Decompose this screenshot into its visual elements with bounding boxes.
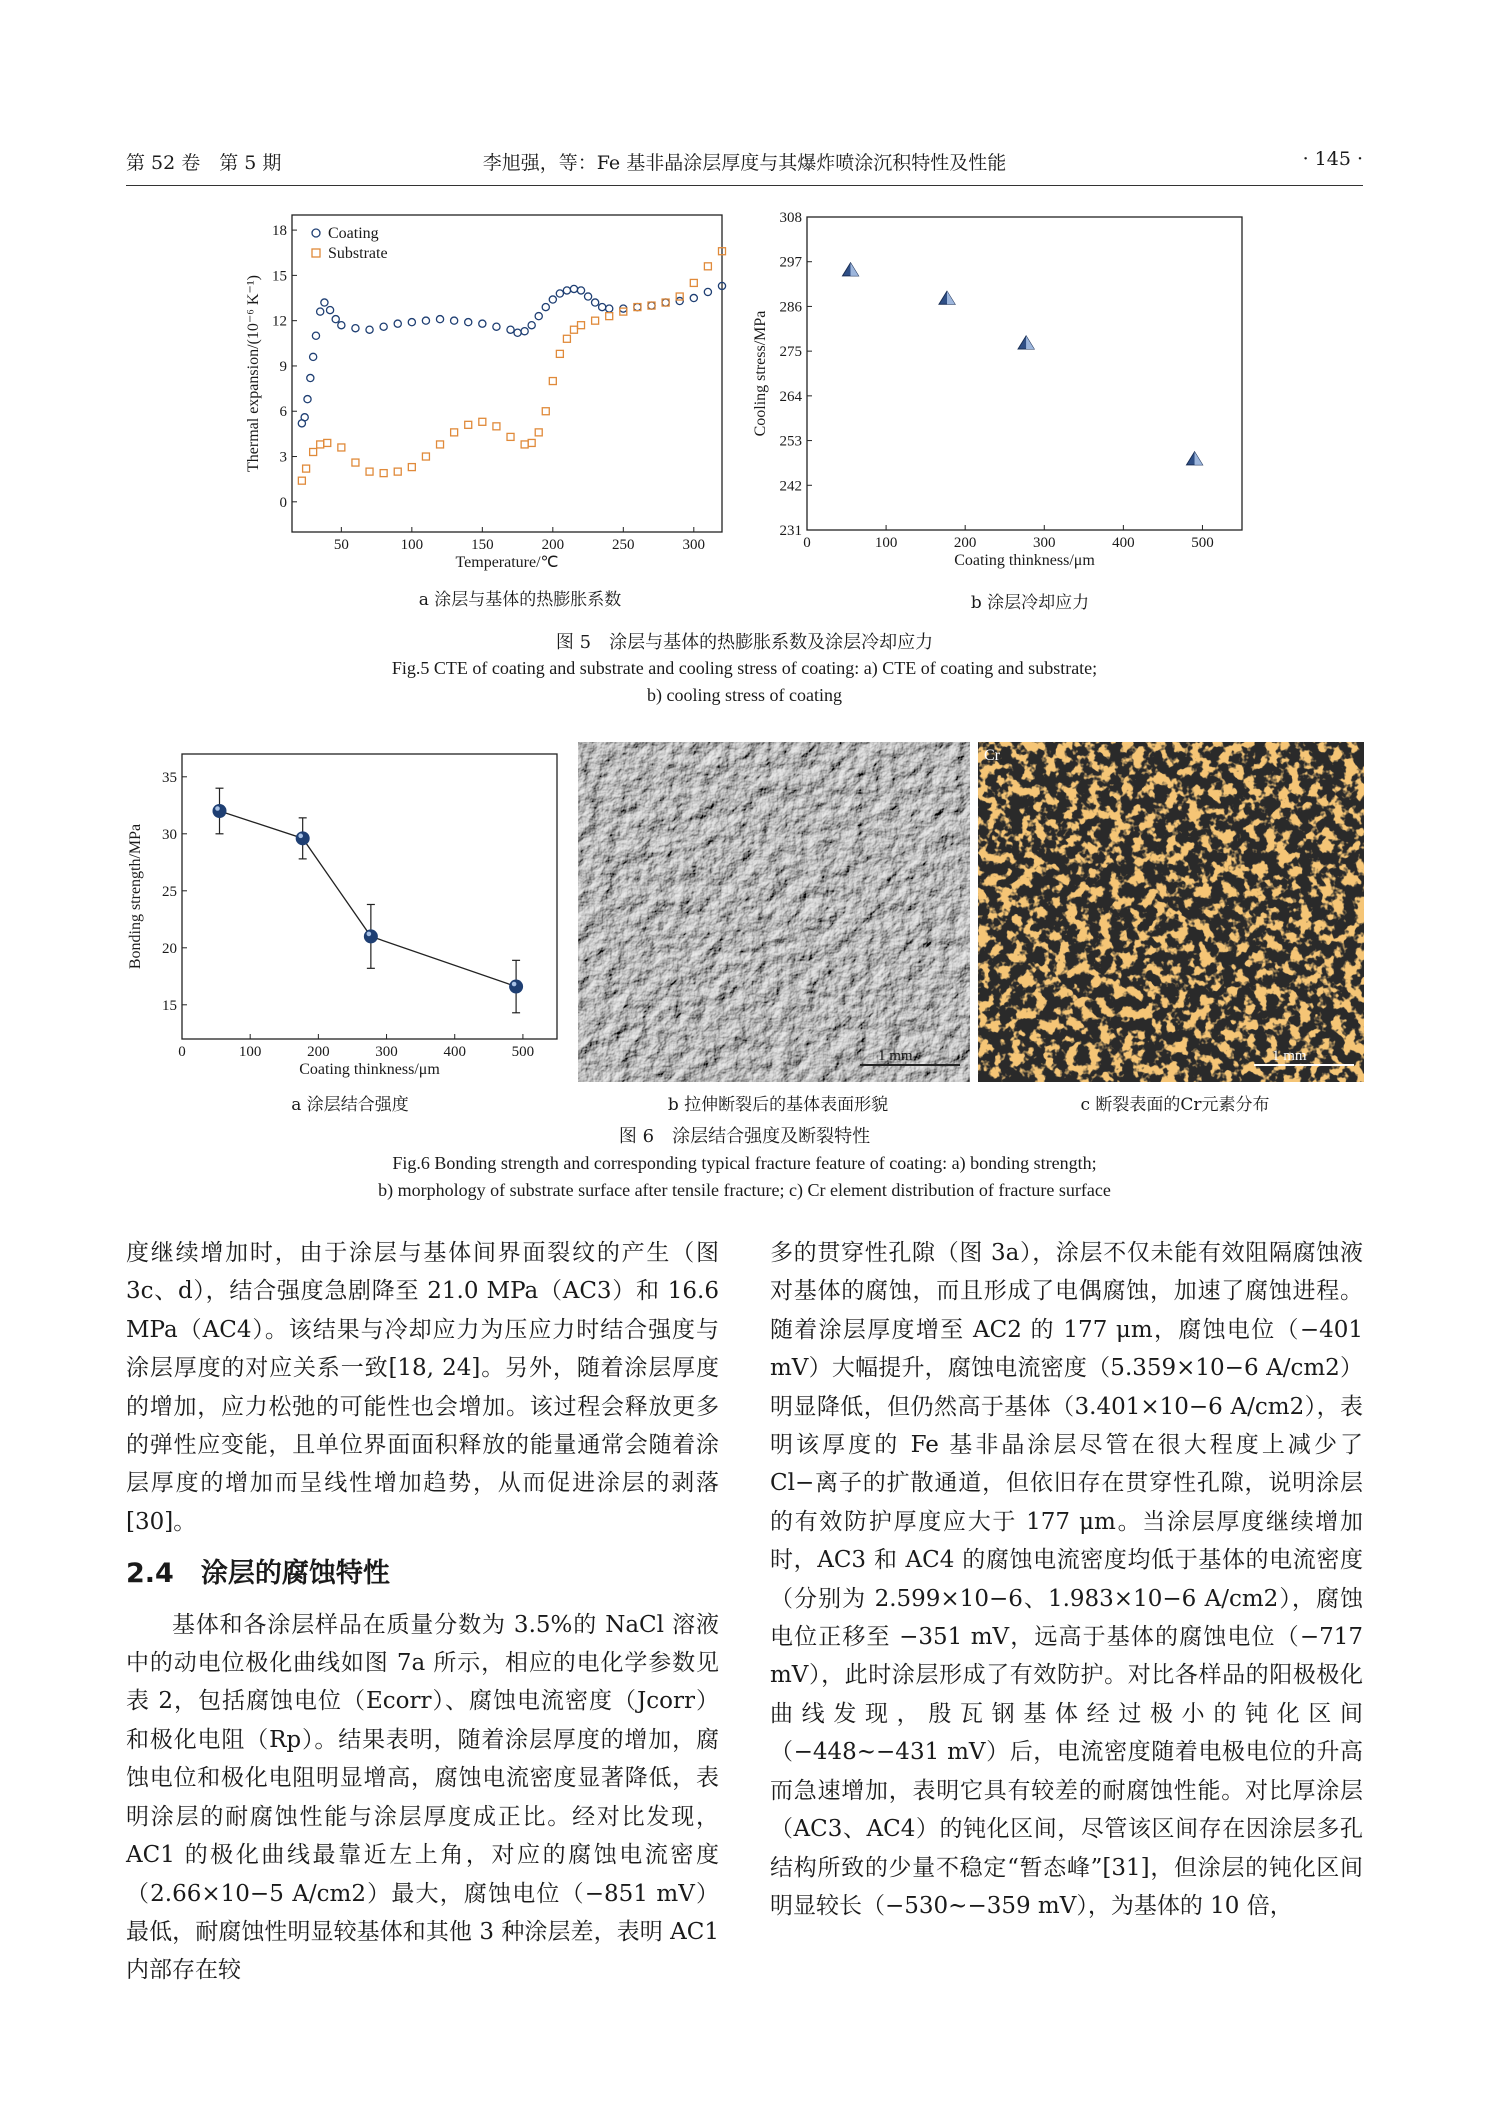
x-tick-label: 200 [307,1044,330,1060]
substrate-data-point [535,429,542,436]
plot-frame [292,215,722,532]
coating-data-point [704,288,711,295]
substrate-data-point [542,408,549,415]
coating-data-point [332,316,339,323]
coating-data-point [321,299,328,306]
substrate-data-point [338,444,345,451]
cooling-stress-point-highlight [947,291,955,304]
coating-data-point [408,319,415,326]
x-tick-label: 200 [953,535,977,551]
y-tick-label: 20 [162,940,177,957]
substrate-data-point [549,378,556,385]
y-axis-label: Cooling stress/MPa [752,310,769,437]
y-tick-label: 15 [162,997,177,1014]
legend-marker-coating [312,229,320,237]
substrate-data-point [303,465,310,472]
substrate-data-point [465,421,472,428]
figure-5-caption-en-2: b) cooling stress of coating [647,685,842,705]
figure-6a-caption: a 涂层结合强度 [291,1095,409,1115]
figure-5a-thermal-expansion-chart [240,205,740,585]
element-label-cr: Cr [984,747,1000,764]
right-paragraph-1: 多的贯穿性孔隙（图 3a），涂层不仅未能有效阻隔腐蚀液对基体的腐蚀，而且形成了电偶腐蚀，加速了腐蚀进程。随着涂层厚度增至 AC2 的 177 μm，腐蚀电位（−401 mV）大幅提升，腐蚀电流密度（5.359×10−6 A/cm2）明显降低，但仍然高于基体（3.401×10−6 A/cm2），表明该厚度的 Fe 基非晶涂层尽管在很大程度上减少了 Cl−离子的扩散通道，但依旧存在贯穿性孔隙，说明涂层的有效防护厚度应大于 177 μm。当涂层厚度继续增加时，AC3 和 AC4 的腐蚀电流密度均低于基体的电流密度（分别为 2.599×10−6、1.983×10−6 A/cm2），腐蚀电位正移至 −351 mV，远高于基体的腐蚀电位（−717 mV），此时涂层形成了有效防护。对比各样品的阳极极化曲线发现，殷瓦钢基体经过极小的钝化区间（−448~−431 mV）后，电流密度随着电极电位的升高而急速增加，表明它具有较差的耐腐蚀性能。对比厚涂层（AC3、AC4）的钝化区间，尽管该区间存在因涂层多孔结构所致的少量不稳定“暂态峰”[31]，但涂层的钝化区间明显较长（−530~−359 mV），为基体的 10 倍， [770,1240,1363,1919]
y-tick-label: 12 [272,313,287,330]
coating-data-point [380,323,387,330]
left-paragraph-2: 基体和各涂层样品在质量分数为 3.5%的 NaCl 溶液中的动电位极化曲线如图 7a 所示，相应的电化学参数见表 2，包括腐蚀电位（Ecorr）、腐蚀电流密度（Jcorr）和极化电阻（Rp）。结果表明，随着涂层厚度的增加，腐蚀电位和极化电阻明显增高，腐蚀电流密度显著降低，表明涂层的耐腐蚀性能与涂层厚度成正比。经对比发现，AC1 的极化曲线最靠近左上角，对应的腐蚀电流密度（2.66×10−5 A/cm2）最大，腐蚀电位（−851 mV）最低，耐腐蚀性明显较基体和其他 3 种涂层差，表明 AC1 内部存在较 [126,1611,719,1984]
y-tick-label: 9 [279,358,287,375]
y-tick-label: 18 [272,223,287,240]
coating-data-point [542,303,549,310]
coating-data-point [422,317,429,324]
substrate-data-point [437,441,444,448]
figure-5-caption-cn: 图 5 涂层与基体的热膨胀系数及涂层冷却应力 [555,632,934,653]
substrate-data-point [352,459,359,466]
y-tick-label: 15 [272,268,287,285]
y-tick-label: 275 [779,344,802,361]
journal-volume: 第 52 卷 第 5 期 [126,152,282,174]
coating-data-point [556,290,563,297]
coating-data-point [514,329,521,336]
substrate-data-point [408,464,415,471]
legend-marker-substrate [312,249,320,257]
coating-data-point [366,326,373,333]
figure-6-caption-cn: 图 6 涂层结合强度及断裂特性 [618,1126,871,1147]
coating-data-point [648,302,655,309]
x-tick-label: 500 [511,1044,535,1060]
section-heading-2-4: 2.4 涂层的腐蚀特性 [126,1558,390,1590]
x-tick-label: 150 [471,537,494,553]
fracture-surface-image [578,742,970,1082]
substrate-data-point [507,433,514,440]
y-tick-label: 297 [779,254,802,271]
x-tick-label: 400 [443,1044,466,1060]
coating-data-point [326,307,333,314]
y-tick-label: 25 [162,883,177,900]
x-tick-label: 300 [375,1044,398,1060]
substrate-data-point [479,418,486,425]
substrate-data-point [298,477,305,484]
coating-data-point [577,287,584,294]
coating-data-point [584,293,591,300]
coating-data-point [570,285,577,292]
substrate-data-point [493,423,500,430]
figure-5b-caption: b 涂层冷却应力 [970,593,1090,613]
bonding-strength-point-highlight [298,834,303,839]
substrate-data-point [606,313,613,320]
x-tick-label: 300 [1033,535,1056,551]
bonding-strength-point [213,804,227,818]
y-axis-label: Thermal expansion/(10⁻⁶ K⁻¹) [245,275,262,472]
substrate-data-point [422,453,429,460]
scale-bar-label-b: 1 mm [878,1048,913,1064]
x-axis-label: Temperature/℃ [455,554,559,571]
y-tick-label: 30 [162,826,177,843]
coating-data-point [338,322,345,329]
scale-bar-label-c: 1 mm [1272,1048,1307,1064]
coating-data-point [528,322,535,329]
coating-data-point [307,374,314,381]
y-axis-label: Bonding strength/MPa [127,823,144,970]
coating-data-point [599,303,606,310]
plot-frame [807,217,1242,530]
bonding-strength-point [509,980,523,994]
figure-6-caption-en-2: b) morphology of substrate surface after tensile fracture; c) Cr element distribution of fracture surface [378,1180,1111,1200]
y-tick-label: 231 [779,523,802,539]
substrate-data-point [380,470,387,477]
bonding-strength-point [296,831,310,845]
cr-distribution-image [978,742,1364,1082]
y-tick-label: 308 [779,210,802,226]
x-tick-label: 100 [874,535,898,551]
bonding-strength-point-highlight [215,806,220,811]
coating-data-point [493,323,500,330]
substrate-data-point [578,322,585,329]
y-tick-label: 6 [279,404,287,421]
coating-data-point [662,299,669,306]
substrate-data-point [704,263,711,270]
figure-6-caption-en-1: Fig.6 Bonding strength and corresponding typical fracture feature of coating: a) bonding strength; [392,1153,1097,1173]
substrate-data-point [563,335,570,342]
left-column [126,1234,719,1990]
substrate-data-point [317,441,324,448]
bonding-strength-point-highlight [512,982,517,987]
x-tick-label: 400 [1112,535,1135,551]
figure-6c-cr-element-map [978,742,1364,1082]
coating-data-point [521,328,528,335]
plot-frame [182,754,557,1039]
coating-data-point [317,308,324,315]
substrate-data-point [592,317,599,324]
coating-data-point [436,316,443,323]
x-tick-label: 250 [612,537,635,553]
coating-data-point [606,305,613,312]
coating-data-point [394,320,401,327]
coating-data-point [592,299,599,306]
y-tick-label: 253 [779,433,802,450]
page-number: · 145 · [1302,148,1363,170]
figure-6a-bonding-strength-chart [120,740,570,1085]
coating-data-point [352,325,359,332]
figure-6b-fracture-micrograph [578,742,970,1082]
y-tick-label: 0 [279,494,287,511]
legend-label-coating: Coating [328,225,379,242]
coating-data-point [479,320,486,327]
substrate-data-point [324,439,331,446]
figure-6b-caption: b 拉伸断裂后的基体表面形貌 [667,1095,889,1115]
header-rule [126,185,1363,186]
y-tick-label: 286 [779,299,802,316]
substrate-data-point [394,468,401,475]
article-running-title: 李旭强，等：Fe 基非晶涂层厚度与其爆炸喷涂沉积特性及性能 [482,152,1007,174]
coating-data-point [507,326,514,333]
bonding-strength-line [220,811,517,987]
coating-data-point [535,313,542,320]
coating-data-point [465,319,472,326]
x-tick-label: 200 [541,537,565,553]
substrate-data-point [451,429,458,436]
x-tick-label: 0 [803,535,811,551]
coating-data-point [676,297,683,304]
substrate-data-point [310,448,317,455]
y-tick-label: 35 [162,769,177,786]
x-tick-label: 50 [333,537,349,553]
right-column [770,1234,1363,1925]
legend-label-substrate: Substrate [328,245,388,262]
coating-data-point [312,332,319,339]
figure-5-caption-en-1: Fig.5 CTE of coating and substrate and cooling stress of coating: a) CTE of coating and substrate; [391,658,1098,678]
substrate-data-point [556,350,563,357]
coating-data-point [304,396,311,403]
coating-data-point [563,287,570,294]
coating-data-point [634,303,641,310]
coating-data-point [690,294,697,301]
x-axis-label: Coating thinkness/μm [954,552,1095,569]
running-header [126,148,1363,188]
coating-data-point [549,296,556,303]
bonding-strength-point-highlight [367,932,372,937]
substrate-data-point [366,468,373,475]
x-tick-label: 500 [1191,535,1214,551]
bonding-strength-point [364,929,378,943]
x-tick-label: 100 [400,537,424,553]
substrate-data-point [570,326,577,333]
x-tick-label: 300 [682,537,706,553]
x-tick-label: 100 [238,1044,262,1060]
substrate-data-point [521,441,528,448]
coating-data-point [301,414,308,421]
y-tick-label: 3 [279,449,287,466]
x-tick-label: 0 [178,1044,186,1060]
figure-6c-caption: c 断裂表面的Cr元素分布 [1080,1095,1270,1115]
x-axis-label: Coating thinkness/μm [299,1061,440,1078]
coating-data-point [451,317,458,324]
figure-5b-cooling-stress-chart [745,205,1275,585]
coating-data-point [310,353,317,360]
y-tick-label: 264 [779,388,802,405]
substrate-data-point [528,439,535,446]
substrate-data-point [690,279,697,286]
figure-5a-caption: a 涂层与基体的热膨胀系数 [418,590,622,610]
y-tick-label: 242 [779,478,802,495]
left-paragraph-1: 度继续增加时，由于涂层与基体间界面裂纹的产生（图 3c、d），结合强度急剧降至 21.0 MPa（AC3）和 16.6 MPa（AC4）。该结果与冷却应力为压应力时结合强度与涂层厚度的对应关系一致[18, 24]。另外，随着涂层厚度的增加，应力松弛的可能性也会增加。该过程会释放更多的弹性应变能，且单位界面面积释放的能量通常会随着涂层厚度的增加而呈线性增加趋势，从而促进涂层的剥落[30]。 [126,1240,719,1535]
